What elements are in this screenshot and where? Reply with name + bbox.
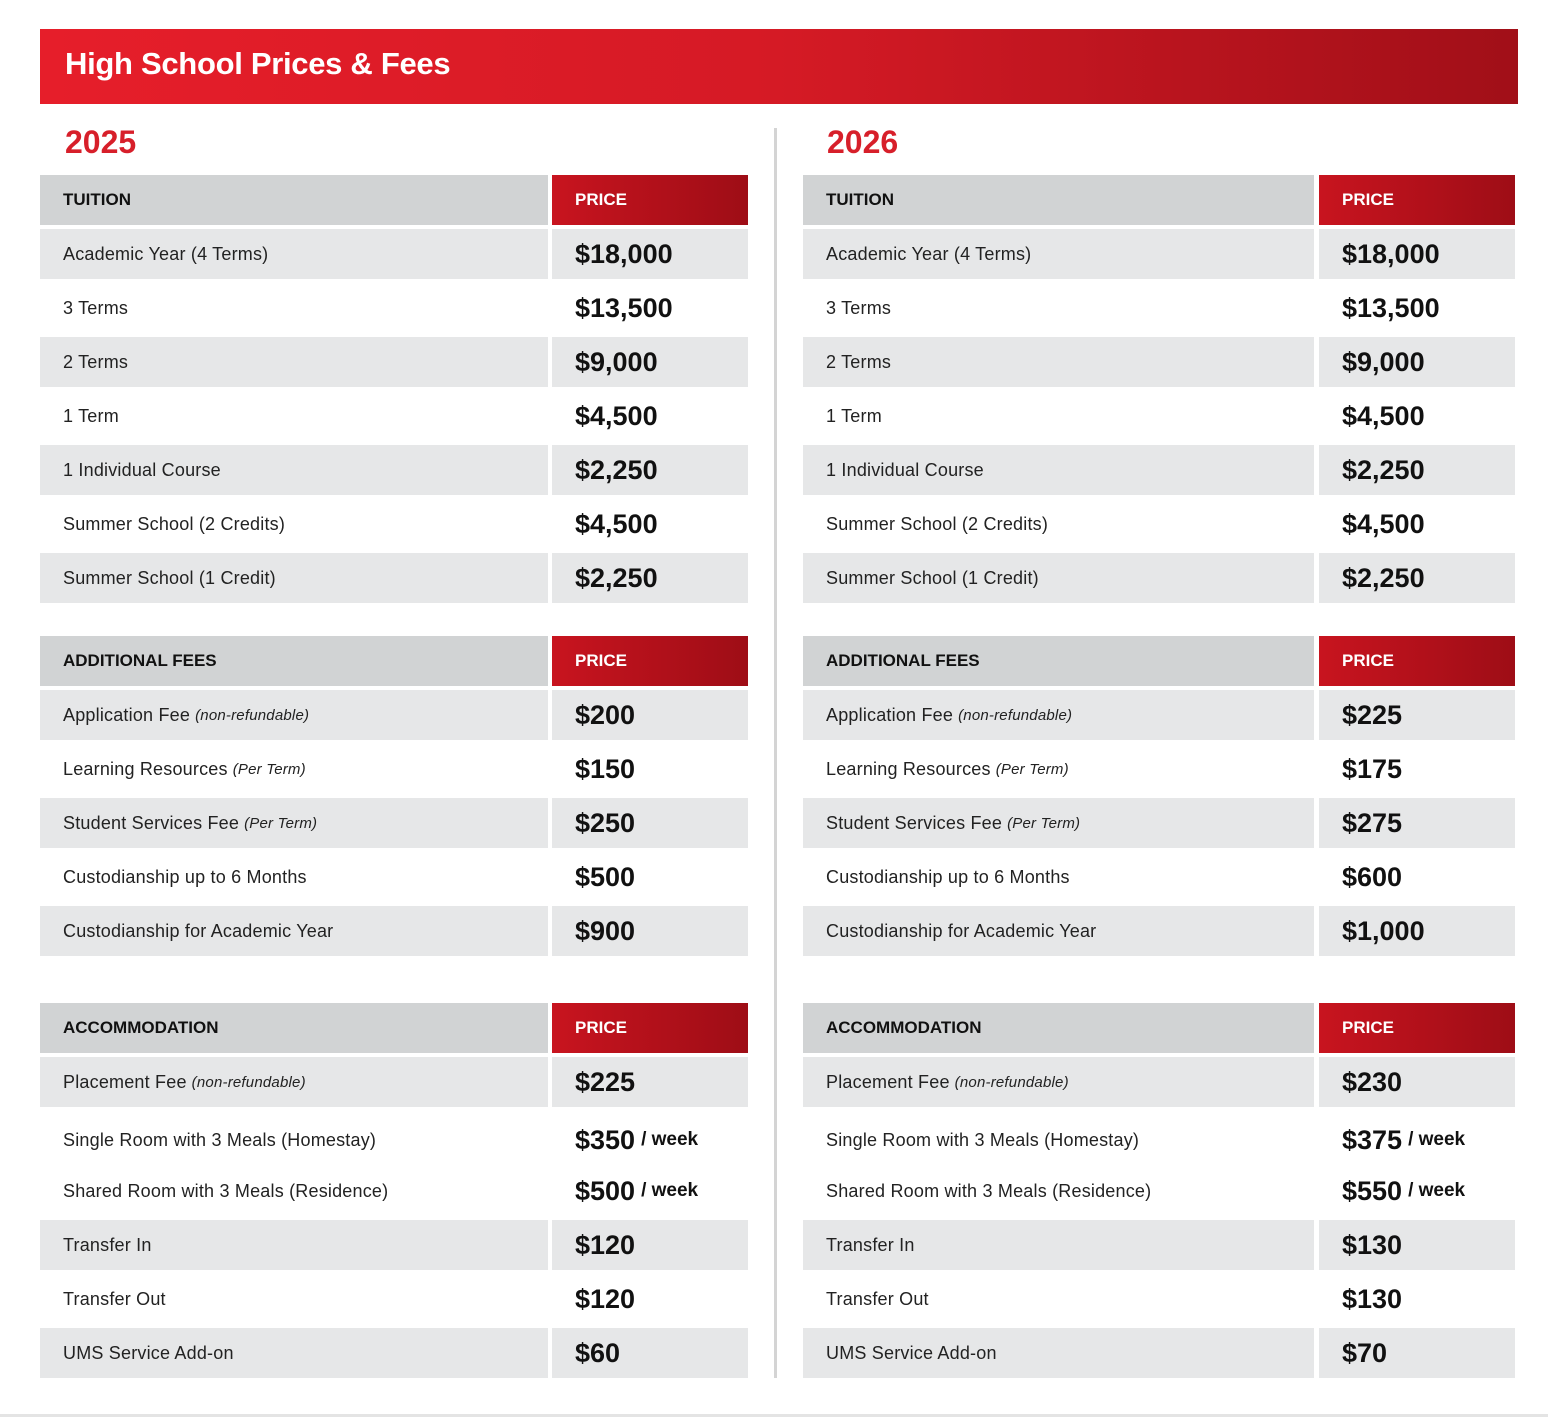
row-price [552,1274,748,1324]
price-value: $200 [575,699,636,730]
row-label [40,690,548,740]
fee-name: 1 Term [826,405,882,426]
row-price [1319,744,1515,794]
price-value: $4,500 [575,400,658,431]
section-header-label: TUITION [63,190,131,209]
section-header-label: ADDITIONAL FEES [63,651,217,670]
price-value: $120 [575,1229,636,1260]
fee-name: 3 Terms [826,297,892,318]
price-value: $275 [1342,807,1403,838]
row-label [803,1220,1314,1270]
price-value: $500 [575,861,636,892]
fee-name: Placement Fee [826,1071,950,1092]
row-price [1319,1115,1515,1165]
row-price [552,1057,748,1107]
row-label [803,852,1314,902]
fee-name: Summer School (2 Credits) [63,513,286,534]
price-value: $2,250 [1342,562,1425,593]
fee-name: Application Fee [63,704,191,725]
row-label [803,744,1314,794]
row-price [552,1328,748,1378]
row-price [552,1220,748,1270]
row-price [1319,445,1515,495]
row-label [803,229,1314,279]
price-value: $600 [1342,861,1403,892]
price-header [552,636,748,686]
row-price [552,445,748,495]
row-label [40,1057,548,1107]
fee-name: 1 Individual Course [63,459,221,480]
price-value: $1,000 [1342,915,1425,946]
price-value: $18,000 [1342,238,1440,269]
bottom-rule [0,1414,1548,1417]
row-label [40,1274,548,1324]
row-label [803,1274,1314,1324]
fee-name: Summer School (1 Credit) [63,567,276,588]
fee-name: Transfer In [63,1234,152,1255]
row-label [40,553,548,603]
fee-name: Summer School (1 Credit) [826,567,1039,588]
row-price [1319,1220,1515,1270]
price-unit: / week [1408,1180,1466,1201]
fee-name: 2 Terms [63,351,129,372]
accommodation-header [40,1003,548,1053]
fee-name: Student Services Fee [63,812,240,833]
section-header-label: TUITION [826,190,894,209]
fee-note: (non-refundable) [954,1073,1069,1091]
fee-note: (Per Term) [232,760,306,778]
price-unit: / week [641,1129,699,1150]
fee-name: Academic Year (4 Terms) [826,243,1032,264]
row-price [1319,906,1515,956]
fee-name: Learning Resources [63,758,228,779]
row-price [552,553,748,603]
row-label [803,499,1314,549]
fee-name: Custodianship for Academic Year [63,920,334,941]
row-label [803,1166,1314,1216]
row-label [803,337,1314,387]
year-heading-2026: 2026 [827,124,899,160]
price-value: $13,500 [575,292,673,323]
row-price [552,499,748,549]
row-price [1319,229,1515,279]
fee-name: Shared Room with 3 Meals (Residence) [63,1180,389,1201]
price-value: $4,500 [1342,400,1425,431]
price-value: $9,000 [575,346,658,377]
section-header-label: ACCOMMODATION [63,1018,219,1037]
year-heading-2025: 2025 [65,124,137,160]
row-label [40,1328,548,1378]
fee-name: 2 Terms [826,351,892,372]
row-price [552,1115,748,1165]
price-value: $130 [1342,1229,1403,1260]
row-price [1319,391,1515,441]
price-value: $130 [1342,1283,1403,1314]
row-label [40,337,548,387]
price-value: $9,000 [1342,346,1425,377]
price-value: $2,250 [575,562,658,593]
tuition-header [40,175,548,225]
column-divider [774,128,777,1378]
accommodation-header [803,1003,1314,1053]
price-header-label: PRICE [575,1018,627,1037]
row-label [40,1166,548,1216]
row-price [552,229,748,279]
row-label [40,798,548,848]
price-value: $225 [1342,699,1403,730]
row-label [803,906,1314,956]
section-header-label: ACCOMMODATION [826,1018,982,1037]
page-title: High School Prices & Fees [65,46,451,81]
price-header-label: PRICE [1342,651,1394,670]
row-label [40,283,548,333]
price-value: $375 [1342,1124,1403,1155]
row-label [803,553,1314,603]
row-label [803,1057,1314,1107]
row-label [40,1220,548,1270]
fee-name: UMS Service Add-on [63,1342,234,1363]
row-price [1319,852,1515,902]
row-label [803,391,1314,441]
row-label [803,690,1314,740]
row-label [40,744,548,794]
price-value: $900 [575,915,636,946]
price-header-label: PRICE [575,190,627,209]
row-price [552,906,748,956]
price-header-label: PRICE [1342,190,1394,209]
price-value: $4,500 [1342,508,1425,539]
fee-name: Student Services Fee [826,812,1003,833]
price-header [1319,175,1515,225]
row-label [40,391,548,441]
price-value: $18,000 [575,238,673,269]
price-value: $2,250 [1342,454,1425,485]
row-price [1319,1166,1515,1216]
tuition-header [803,175,1314,225]
row-price [552,852,748,902]
price-unit: / week [641,1180,699,1201]
fee-name: Transfer In [826,1234,915,1255]
price-header [552,175,748,225]
fee-name: 1 Term [63,405,119,426]
row-price [1319,283,1515,333]
fee-name: Learning Resources [826,758,991,779]
price-value: $250 [575,807,636,838]
section-header-label: ADDITIONAL FEES [826,651,980,670]
price-value: $13,500 [1342,292,1440,323]
row-label [40,445,548,495]
fee-note: (non-refundable) [191,1073,306,1091]
row-price [1319,798,1515,848]
price-value: $550 [1342,1175,1403,1206]
fee-name: UMS Service Add-on [826,1342,997,1363]
price-value: $150 [575,753,636,784]
row-label [40,499,548,549]
row-label [40,229,548,279]
price-value: $120 [575,1283,636,1314]
price-value: $230 [1342,1066,1403,1097]
row-label [803,798,1314,848]
row-price [1319,553,1515,603]
price-value: $4,500 [575,508,658,539]
fee-name: Transfer Out [826,1288,929,1309]
row-label [803,283,1314,333]
price-value: $70 [1342,1337,1388,1368]
fee-name: Application Fee [826,704,954,725]
row-price [1319,337,1515,387]
fee-name: 1 Individual Course [826,459,984,480]
row-price [552,337,748,387]
price-value: $60 [575,1337,621,1368]
price-value: $2,250 [575,454,658,485]
price-value: $500 [575,1175,636,1206]
price-header-label: PRICE [575,651,627,670]
row-price [1319,1057,1515,1107]
fee-name: Placement Fee [63,1071,187,1092]
additional-fees-header [803,636,1314,686]
row-price [1319,499,1515,549]
row-price [552,690,748,740]
fee-note: (non-refundable) [195,706,310,724]
row-price [552,798,748,848]
fee-name: Custodianship up to 6 Months [826,866,1070,887]
row-label [40,1115,548,1165]
fee-name: Custodianship up to 6 Months [63,866,307,887]
price-unit: / week [1408,1129,1466,1150]
fee-note: (non-refundable) [958,706,1073,724]
price-value: $225 [575,1066,636,1097]
row-label [40,906,548,956]
row-price [552,283,748,333]
row-label [803,1115,1314,1165]
fee-name: Shared Room with 3 Meals (Residence) [826,1180,1152,1201]
row-price [552,391,748,441]
fee-name: 3 Terms [63,297,129,318]
fee-name: Custodianship for Academic Year [826,920,1097,941]
row-price [552,1166,748,1216]
fee-note: (Per Term) [244,814,318,832]
price-header-label: PRICE [1342,1018,1394,1037]
fee-note: (Per Term) [995,760,1069,778]
fee-name: Single Room with 3 Meals (Homestay) [63,1129,377,1150]
price-value: $350 [575,1124,636,1155]
row-price [552,744,748,794]
additional-fees-header [40,636,548,686]
row-price [1319,690,1515,740]
row-label [803,1328,1314,1378]
row-label [803,445,1314,495]
fee-name: Academic Year (4 Terms) [63,243,269,264]
price-value: $175 [1342,753,1403,784]
fee-name: Transfer Out [63,1288,166,1309]
row-label [40,852,548,902]
price-header [1319,1003,1515,1053]
price-header [552,1003,748,1053]
title-banner [40,29,1518,104]
fee-name: Single Room with 3 Meals (Homestay) [826,1129,1140,1150]
fee-name: Summer School (2 Credits) [826,513,1049,534]
fee-note: (Per Term) [1007,814,1081,832]
row-price [1319,1328,1515,1378]
row-price [1319,1274,1515,1324]
price-header [1319,636,1515,686]
